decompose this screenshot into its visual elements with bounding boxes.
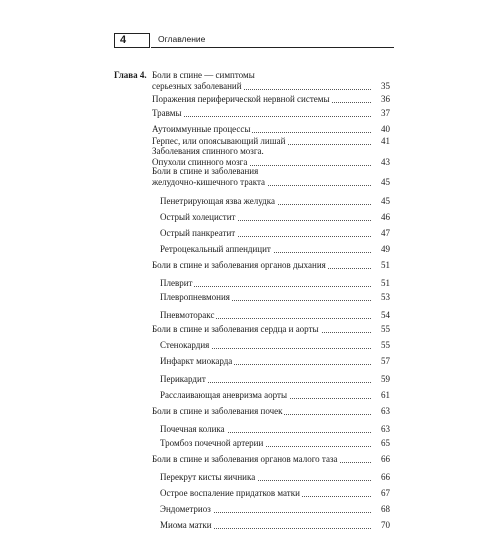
toc-entry-page: 63	[381, 424, 390, 434]
toc-entry-page: 47	[381, 228, 390, 238]
toc-entry-title: Аутоиммунные процессы	[152, 124, 251, 134]
toc-entry[interactable]	[0, 406, 500, 426]
toc-entry-page: 66	[381, 472, 390, 482]
running-header	[114, 33, 394, 49]
toc-entry-page: 46	[381, 212, 390, 222]
toc-entry-page: 36	[381, 94, 390, 104]
toc-entry-title: Тромбоз почечной артерии	[160, 438, 264, 448]
toc-entry-title: Перекрут кисты яичника	[160, 472, 256, 482]
toc-entry-title: Ретроцекальный аппендицит	[160, 244, 271, 254]
toc-entry-title: Опухоли спинного мозга	[152, 157, 248, 167]
toc-entry-page: 70	[381, 520, 390, 530]
toc-entry-title: Острый холецистит	[160, 212, 236, 222]
toc-entry-page: 35	[381, 81, 390, 91]
toc-entry-title: Плевропневмония	[160, 292, 230, 302]
toc-entry-page: 57	[381, 356, 390, 366]
toc-entry-page: 55	[381, 324, 390, 334]
toc-entry-page: 66	[381, 454, 390, 464]
toc-entry-title: Перикардит	[160, 374, 206, 384]
toc-entry-title: Миома матки	[160, 520, 212, 530]
toc-entry-page: 54	[381, 310, 390, 320]
chapter-label: Глава 4.	[114, 70, 147, 80]
toc-entry-page: 59	[381, 374, 390, 384]
toc-entry-title: Эндометриоз	[160, 504, 211, 514]
toc-entry-page: 49	[381, 244, 390, 254]
toc-entry-title: серьезных заболеваний	[152, 81, 242, 91]
toc-entry-title: Пневмоторакс	[160, 310, 215, 320]
toc-entry-page: 61	[381, 390, 390, 400]
toc-entry-title: Стенокардия	[160, 340, 210, 350]
toc-entry[interactable]	[0, 70, 500, 90]
toc-entry-page: 41	[381, 136, 390, 146]
toc-entry-title: Острое воспаление придатков матки	[160, 488, 300, 498]
toc-entry-page: 67	[381, 488, 390, 498]
page-number: 4	[114, 33, 150, 48]
toc-entry-title: Острый панкреатит	[160, 228, 236, 238]
toc-entry-title: Травмы	[152, 108, 182, 118]
toc-entry-page: 63	[381, 406, 390, 416]
toc-entry[interactable]	[0, 454, 500, 474]
toc-entry-title: Боли в спине и заболевания	[152, 166, 259, 176]
toc-entry-title: Поражения периферической нервной системы	[152, 94, 330, 104]
toc-entry-title: Боли в спине и заболевания почек	[152, 406, 283, 416]
toc-entry-title: Боли в спине и заболевания сердца и аорты	[152, 324, 319, 334]
toc-entry-title: желудочно-кишечного тракта	[152, 177, 265, 187]
toc-entry-title: Почечная колика	[160, 424, 225, 434]
toc-entry-title: Боли в спине — симптомы	[152, 70, 255, 80]
toc-entry-title: Плеврит	[160, 278, 193, 288]
toc-entry-title: Инфаркт миокарда	[160, 356, 233, 366]
header-rule	[151, 47, 394, 48]
toc-entry[interactable]	[0, 356, 500, 376]
toc-entry-page: 45	[381, 196, 390, 206]
toc-entry-page: 68	[381, 504, 390, 514]
toc-entry-page: 37	[381, 108, 390, 118]
toc-entry-title: Боли в спине и заболевания органов дыхания	[152, 260, 326, 270]
toc-entry-page: 55	[381, 340, 390, 350]
header-title: Оглавление	[158, 34, 206, 44]
dot-leader	[152, 116, 371, 117]
toc-entry-page: 40	[381, 124, 390, 134]
toc-entry[interactable]	[0, 166, 500, 186]
toc-entry-page: 45	[381, 177, 390, 187]
toc-entry-title: Расслаивающая аневризма аорты	[160, 390, 287, 400]
toc-entry-title: Герпес, или опоясывающий лишай	[152, 136, 286, 146]
toc-entry-page: 53	[381, 292, 390, 302]
toc-entry[interactable]	[0, 260, 500, 280]
toc-entry-page: 65	[381, 438, 390, 448]
toc-entry[interactable]	[0, 146, 500, 166]
toc-entry-page: 51	[381, 260, 390, 270]
toc-entry-title: Боли в спине и заболевания органов малого таза	[152, 454, 338, 464]
toc-entry-title: Пенетрирующая язва желудка	[160, 196, 275, 206]
toc-entry[interactable]	[0, 520, 500, 540]
toc-entry[interactable]	[0, 292, 500, 312]
toc-entry-title: Заболевания спинного мозга.	[152, 146, 264, 156]
toc-entry-page: 43	[381, 157, 390, 167]
toc-entry-page: 51	[381, 278, 390, 288]
